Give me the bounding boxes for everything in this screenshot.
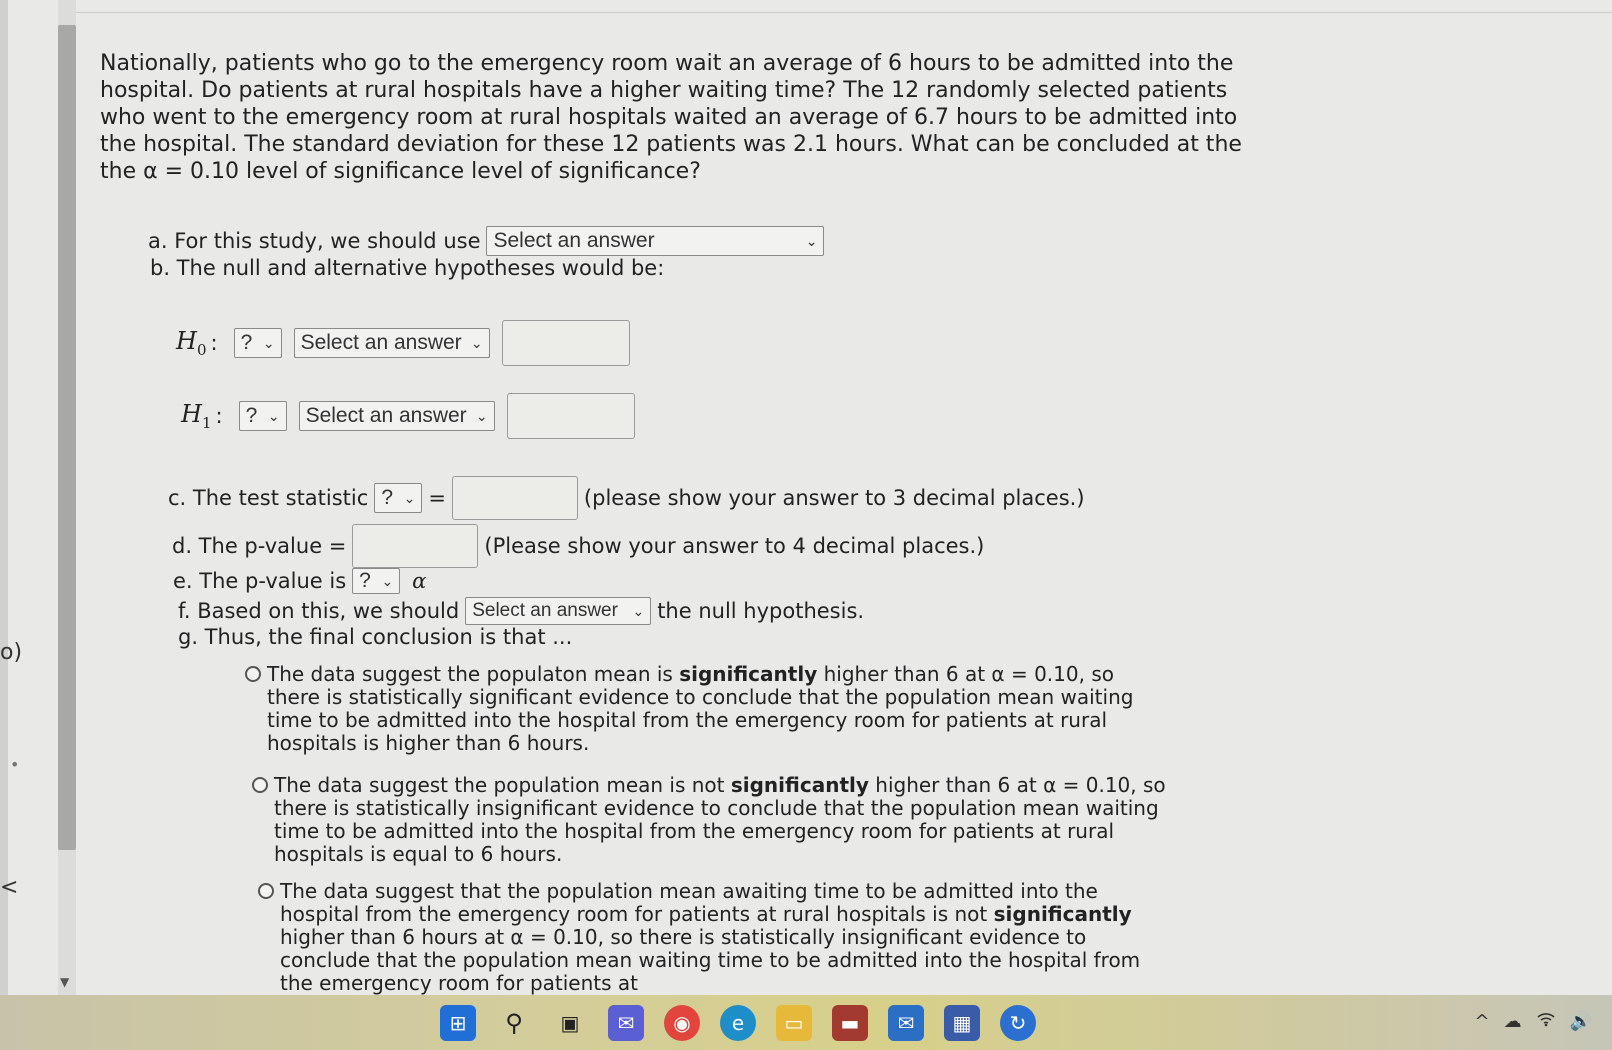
- cloud-icon[interactable]: ☁: [1503, 1011, 1522, 1032]
- option-text: [274, 774, 1172, 866]
- alpha-symbol: α: [412, 569, 427, 593]
- part-d-label: d. The p-value =: [172, 534, 347, 558]
- conclusion-option-1[interactable]: [245, 663, 1165, 755]
- tray-chevron-icon[interactable]: ^: [1474, 1011, 1490, 1032]
- h1-colon: :: [215, 404, 223, 428]
- test-statistic-type-value: ?: [381, 486, 393, 509]
- part-g-row: [178, 625, 572, 649]
- chevron-down-icon: ⌄: [475, 407, 488, 424]
- option-text-bold: significantly: [730, 773, 869, 797]
- option-text-bold: significantly: [679, 662, 818, 686]
- option-text-pre: The data suggest the populaton mean is: [267, 662, 680, 686]
- conclusion-option-2[interactable]: [252, 774, 1172, 866]
- h0-value-input[interactable]: [502, 320, 630, 366]
- part-c-row: [168, 476, 1085, 520]
- taskbar: [0, 995, 1612, 1050]
- part-e-row: [173, 568, 426, 594]
- part-a-label: a. For this study, we should use: [148, 229, 481, 253]
- part-e-label: e. The p-value is: [173, 569, 347, 593]
- volume-icon[interactable]: 🔊: [1569, 1011, 1592, 1032]
- part-g-label: g. Thus, the final conclusion is that ...: [178, 625, 573, 649]
- app-icon[interactable]: ↻: [1000, 1005, 1036, 1041]
- part-d-note: (Please show your answer to 4 decimal places.): [484, 534, 985, 558]
- h1-value-input[interactable]: [507, 393, 635, 439]
- option-text: [280, 879, 1178, 995]
- edge-icon[interactable]: e: [720, 1005, 756, 1041]
- h0-row: [176, 320, 636, 366]
- file-explorer-icon[interactable]: ▭: [776, 1005, 812, 1041]
- radio-button[interactable]: [252, 777, 268, 793]
- chevron-down-icon: ⌄: [805, 232, 818, 249]
- chevron-down-icon: ⌄: [262, 334, 275, 351]
- left-edge: [0, 0, 8, 1000]
- store-icon[interactable]: ▦: [944, 1005, 980, 1041]
- decision-select-value: Select an answer: [472, 600, 618, 621]
- part-f-row: [178, 597, 864, 625]
- h0-symbol: [176, 327, 206, 359]
- conclusion-option-3[interactable]: [258, 879, 1178, 995]
- part-f-label: f. Based on this, we should: [178, 599, 460, 623]
- chrome-icon[interactable]: ◉: [664, 1005, 700, 1041]
- option-text-bold: significantly: [993, 902, 1132, 926]
- h1-parameter-select[interactable]: [299, 401, 495, 431]
- option-text: [267, 663, 1165, 755]
- radio-button[interactable]: [258, 883, 274, 899]
- task-view-icon[interactable]: ▣: [560, 1011, 580, 1035]
- test-statistic-type-select[interactable]: [374, 483, 422, 513]
- study-type-select[interactable]: [486, 226, 824, 256]
- option-text-pre: The data suggest the population mean is not: [274, 773, 731, 797]
- option-text-post: higher than 6 hours at α = 0.10, so there is statistically insignificant evidence to conclude that the population mean waiting time to be admitted into the hospital from the emergency room for patients at: [280, 925, 1141, 995]
- question-content: [100, 50, 1260, 185]
- option-text-pre: The data suggest that the population mean awaiting time to be admitted into the hospital from the emergency room for patients at rural hospitals is not: [280, 879, 1098, 926]
- h1-operator-value: ?: [245, 404, 258, 427]
- h1-letter: H: [181, 400, 202, 429]
- h0-operator-select[interactable]: [234, 328, 282, 358]
- edge-dot: •: [10, 755, 20, 774]
- equals-sign: =: [428, 486, 446, 510]
- wifi-icon[interactable]: [1536, 1011, 1556, 1032]
- chevron-down-icon: ⌄: [267, 407, 280, 424]
- question-text: Nationally, patients who go to the emergency room wait an average of 6 hours to be admitted into the hospital. Do patients at rural hospitals have a higher waiting time? The 12 randomly selected patients who went to the emergency room at rural hospitals waited an average of 6.7 hours to be admitted into the hospital. The standard deviation for these 12 patients was 2.1 hours. What can be concluded at the the α = 0.10 level of significance level of significance?: [100, 51, 1242, 184]
- option-text-post: higher than 6 at α = 0.10, so there is statistically significant evidence to conclude that the population mean waiting time to be admitted into the hospital from the emergency room for patients at rural hospitals is higher than 6 hours.: [267, 662, 1134, 755]
- h1-subscript: 1: [201, 413, 212, 432]
- test-statistic-input[interactable]: [452, 476, 578, 520]
- chat-icon[interactable]: ✉: [608, 1005, 644, 1041]
- taskbar-icons: [440, 1005, 1036, 1041]
- edge-arrow-icon[interactable]: <: [0, 875, 19, 900]
- part-b-label: b. The null and alternative hypotheses would be:: [150, 256, 665, 280]
- search-icon[interactable]: ⚲: [505, 1009, 523, 1037]
- chevron-down-icon: ⌄: [381, 572, 394, 589]
- p-value-input[interactable]: [352, 524, 478, 568]
- h1-row: [181, 393, 641, 439]
- top-divider: [70, 12, 1612, 13]
- h0-colon: :: [210, 331, 218, 355]
- edge-paren-text: o): [0, 640, 23, 665]
- part-a-row: [148, 226, 830, 256]
- h0-subscript: 0: [196, 340, 207, 359]
- part-f-suffix: the null hypothesis.: [657, 599, 865, 623]
- option-text-post: higher than 6 at α = 0.10, so there is statistically insignificant evidence to conclude that the population mean waiting time to be admitted into the hospital from the emergency room for patients at rural hospitals is equal to 6 hours.: [274, 773, 1166, 866]
- h0-parameter-value: Select an answer: [300, 331, 462, 354]
- part-d-row: [172, 524, 984, 568]
- system-tray: [1474, 1011, 1592, 1032]
- chevron-down-icon: ⌄: [632, 602, 645, 619]
- media-icon[interactable]: ▬: [832, 1005, 868, 1041]
- mail-icon[interactable]: ✉: [888, 1005, 924, 1041]
- radio-button[interactable]: [245, 666, 261, 682]
- chevron-down-icon: ⌄: [470, 334, 483, 351]
- h1-parameter-value: Select an answer: [305, 404, 467, 427]
- part-c-label: c. The test statistic: [168, 486, 369, 510]
- windows-icon[interactable]: ⊞: [440, 1005, 476, 1041]
- scrollbar-thumb[interactable]: [58, 25, 76, 850]
- h0-letter: H: [176, 327, 197, 356]
- p-value-comparison-select[interactable]: [352, 568, 400, 594]
- scroll-down-arrow-icon[interactable]: ▼: [60, 975, 70, 989]
- p-value-comparison-value: ?: [359, 569, 371, 592]
- h0-operator-value: ?: [240, 331, 253, 354]
- part-c-note: (please show your answer to 3 decimal places.): [583, 486, 1085, 510]
- h1-operator-select[interactable]: [239, 401, 287, 431]
- h1-symbol: [181, 400, 211, 432]
- study-type-select-value: Select an answer: [493, 229, 655, 252]
- decision-select[interactable]: [465, 597, 651, 625]
- h0-parameter-select[interactable]: [294, 328, 490, 358]
- part-b-row: [150, 256, 664, 280]
- chevron-down-icon: ⌄: [403, 489, 416, 506]
